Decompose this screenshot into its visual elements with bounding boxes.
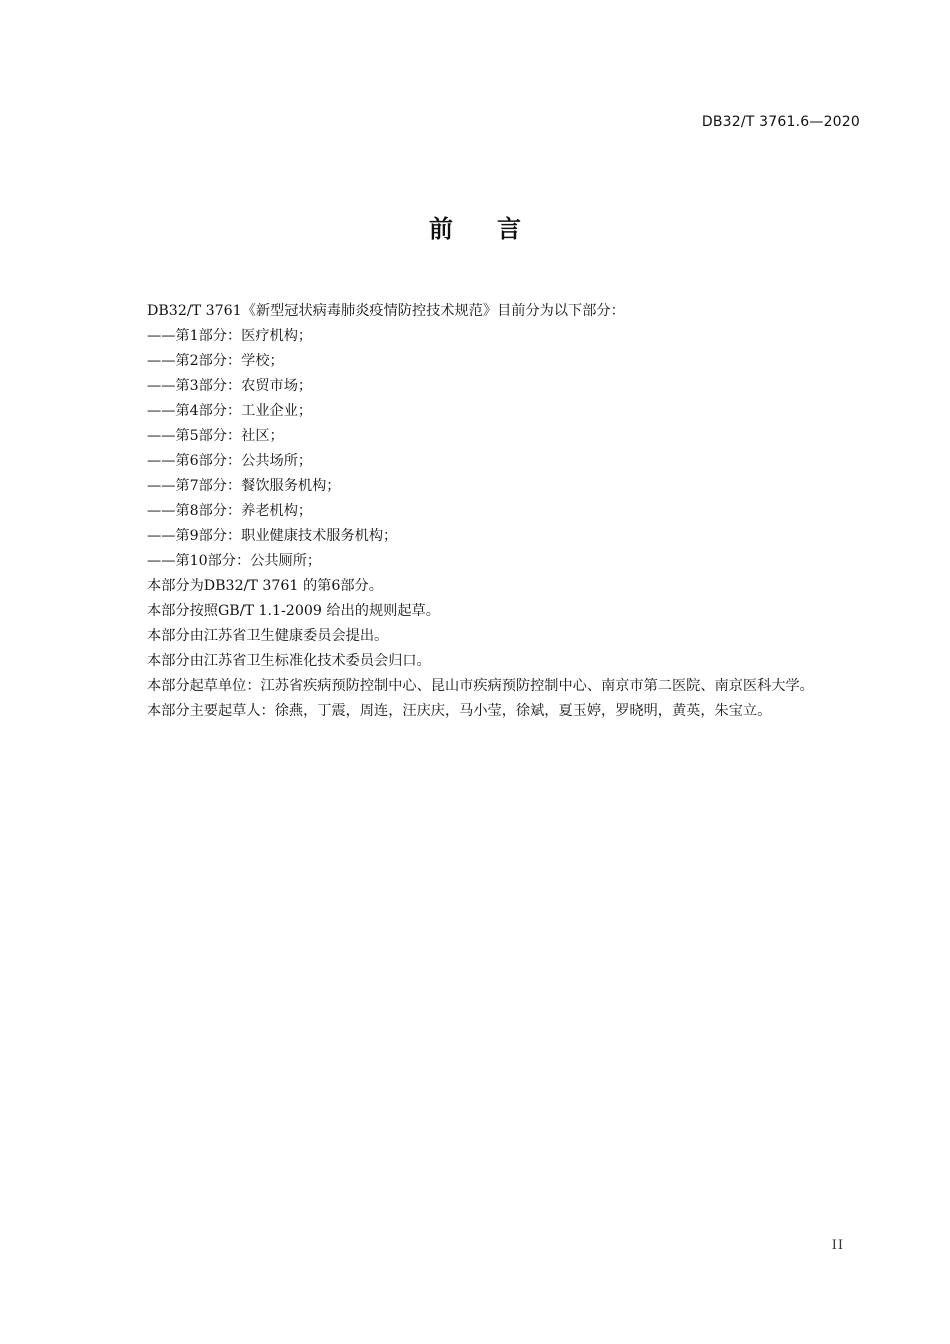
page-number: II [831,1238,844,1253]
list-item: ——第10部分：公共厕所； [147,553,322,569]
list-item: ——第3部分：农贸市场； [147,378,313,394]
page-title: 前言 [429,215,565,243]
parts-list [113,324,863,574]
list-item: ——第2部分：学校； [147,353,284,369]
centralized-by-statement: 本部分由江苏省卫生标准化技术委员会归口。 [147,653,431,669]
list-item: ——第1部分：医疗机构； [147,328,313,344]
drafting-units-statement: 本部分起草单位：江苏省疾病预防控制中心、昆山市疾病预防控制中心、南京市第二医院、南京医科大学。 [147,678,814,694]
main-drafters-statement: 本部分主要起草人：徐燕，丁震，周连，汪庆庆，马小莹，徐斌，夏玉婷，罗晓明，黄英，朱宝立。 [147,703,772,719]
list-item: ——第7部分：餐饮服务机构； [147,478,341,494]
list-item: ——第8部分：养老机构； [147,503,313,519]
part-of-statement: 本部分为DB32/T 3761 的第6部分。 [147,578,383,594]
standard-number-header: DB32/T 3761.6—2020 [701,114,860,130]
intro-paragraph: DB32/T 3761《新型冠状病毒肺炎疫情防控技术规范》目前分为以下部分： [147,303,625,319]
list-item: ——第6部分：公共场所； [147,453,313,469]
preface-body [113,299,863,724]
list-item: ——第4部分：工业企业； [147,403,313,419]
list-item: ——第5部分：社区； [147,428,284,444]
drafting-rules-statement: 本部分按照GB/T 1.1-2009 给出的规则起草。 [147,603,440,619]
proposed-by-statement: 本部分由江苏省卫生健康委员会提出。 [147,628,389,644]
list-item: ——第9部分：职业健康技术服务机构； [147,528,398,544]
